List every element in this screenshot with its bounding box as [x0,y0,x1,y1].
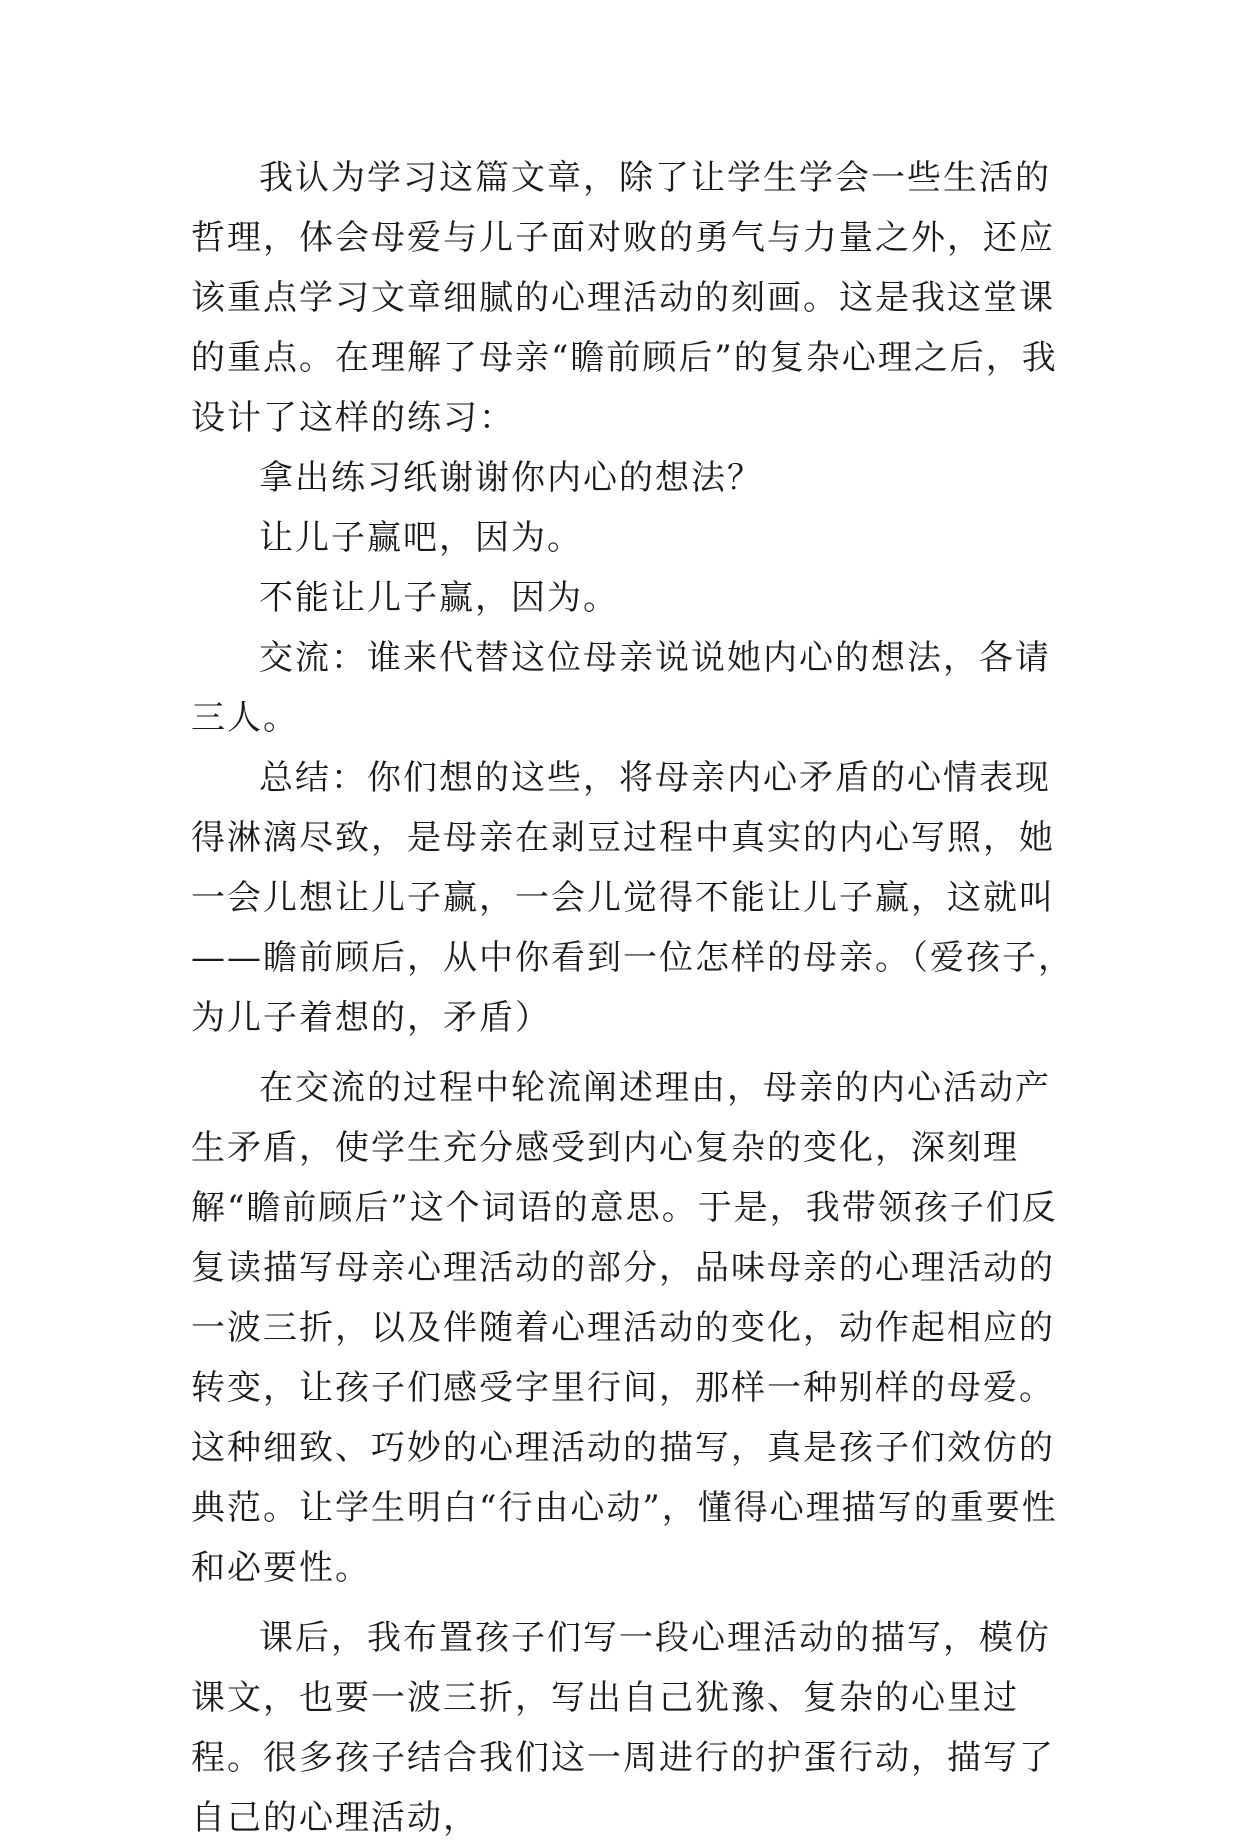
paragraph-1: 我认为学习这篇文章，除了让学生学会一些生活的哲理，体会母爱与儿子面对败的勇气与力量之外，还应该重点学习文章细腻的心理活动的刻画。这是我这堂课的重点。在理解了母亲“瞻前顾后”的复杂心理之后，我设计了这样的练习： [191,158,1058,438]
paragraph-6: 总结：你们想的这些，将母亲内心矛盾的心情表现得淋漓尽致，是母亲在剥豆过程中真实的内心写照，她一会儿想让儿子赢，一会儿觉得不能让儿子赢，这就叫——瞻前顾后，从中你看到一位怎样的母亲。（爱孩子，为儿子着想的，矛盾） [191,758,1074,1038]
document-body [191,148,1081,1848]
paragraph-3: 让儿子赢吧，因为。 [259,518,583,558]
paragraph-4: 不能让儿子赢，因为。 [259,578,619,618]
paragraph-2: 拿出练习纸谢谢你内心的想法？ [259,458,763,498]
paragraph-7: 在交流的过程中轮流阐述理由，母亲的内心活动产生矛盾，使学生充分感受到内心复杂的变化，深刻理解“瞻前顾后”这个词语的意思。于是，我带领孩子们反复读描写母亲心理活动的部分，品味母亲的心理活动的一波三折，以及伴随着心理活动的变化，动作起相应的转变，让孩子们感受字里行间，那样一种别样的母爱。这种细致、巧妙的心理活动的描写，真是孩子们效仿的典范。让学生明白“行由心动”，懂得心理描写的重要性和必要性。 [191,1068,1058,1588]
paragraph-5: 交流：谁来代替这位母亲说说她内心的想法，各请三人。 [191,638,1051,738]
paragraph-8: 课后，我布置孩子们写一段心理活动的描写，模仿课文，也要一波三折，写出自己犹豫、复杂的心里过程。很多孩子结合我们这一周进行的护蛋行动，描写了自己的心理活动， [191,1618,1055,1838]
